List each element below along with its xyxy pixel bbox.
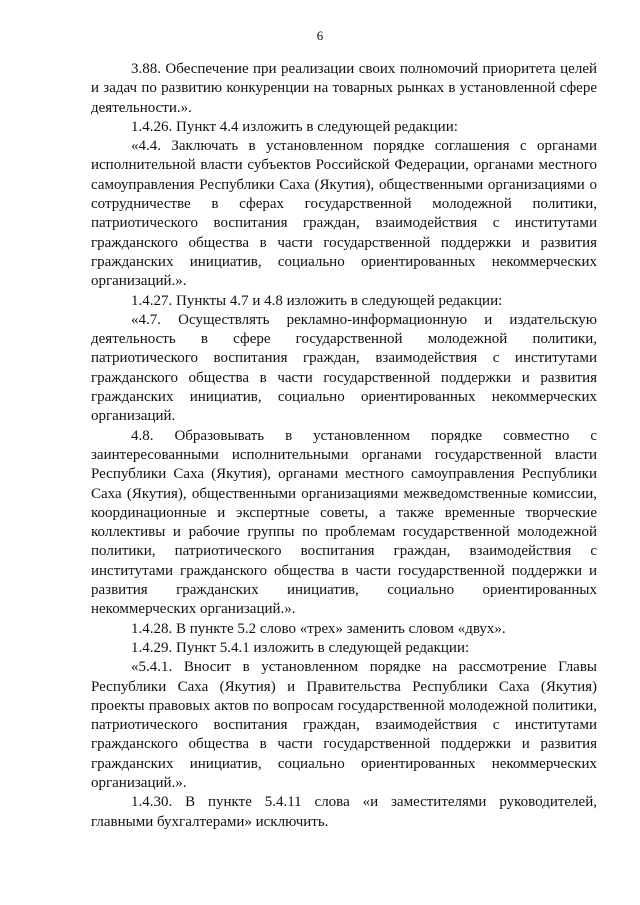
- paragraph-1-4-26: 1.4.26. Пункт 4.4 изложить в следующей редакции:: [131, 118, 458, 135]
- page-number: 6: [316, 28, 324, 43]
- paragraph-4-7: «4.7. Осуществлять рекламно-информационную и издательскую деятельность в сфере государственной молодежной политики, патриотического воспитания граждан, взаимодействия с институтами гражданского общества в части государственной поддержки и развития гражданских инициатив, социально ориентированных некоммерческих организаций.: [91, 311, 597, 425]
- paragraph-4-4: «4.4. Заключать в установленном порядке соглашения с органами исполнительной власти субъектов Российской Федерации, органами местного самоуправления Республики Саха (Якутия), общественными организациями о сотрудничестве в сферах государственной молодежной политики, патриотического воспитания граждан, взаимодействия с институтами гражданского общества в части государственной поддержки и развития гражданских инициатив, социально ориентированных некоммерческих организаций.».: [91, 138, 597, 290]
- paragraph-3-88: 3.88. Обеспечение при реализации своих полномочий приоритета целей и задач по развитию конкуренции на товарных рынках в установленной сфере деятельности.».: [91, 61, 597, 116]
- paragraph-1-4-27: 1.4.27. Пункты 4.7 и 4.8 изложить в следующей редакции:: [131, 292, 503, 309]
- paragraph-1-4-28: 1.4.28. В пункте 5.2 слово «трех» заменить словом «двух».: [131, 620, 506, 637]
- paragraph-4-8: 4.8. Образовывать в установленном порядке совместно с заинтересованными исполнительными органами государственной власти Республики Саха (Якутия), органами местного самоуправления Республики Саха (Якутия), общественными организациями межведомственные комиссии, координационные и экспертные советы, а также временные творческие коллективы и рабочие группы по проблемам государственной молодежной политики, патриотического воспитания граждан, взаимодействия с институтами гражданского общества в части государственной поддержки и развития гражданских инициатив, социально ориентированных некоммерческих организаций.».: [91, 427, 597, 618]
- paragraph-1-4-29: 1.4.29. Пункт 5.4.1 изложить в следующей редакции:: [131, 639, 470, 656]
- paragraph-1-4-30: 1.4.30. В пункте 5.4.11 слова «и заместителями руководителей, главными бухгалтерами» исключить.: [91, 794, 597, 830]
- paragraph-5-4-1: «5.4.1. Вносит в установленном порядке на рассмотрение Главы Республики Саха (Якутия) и Правительства Республики Саха (Якутия) проекты правовых актов по вопросам государственной молодежной политики, патриотического воспитания граждан, взаимодействия с институтами гражданского общества в части государственной поддержки и развития гражданских инициатив, социально ориентированных некоммерческих организаций.».: [91, 659, 597, 791]
- document-body: [91, 60, 597, 832]
